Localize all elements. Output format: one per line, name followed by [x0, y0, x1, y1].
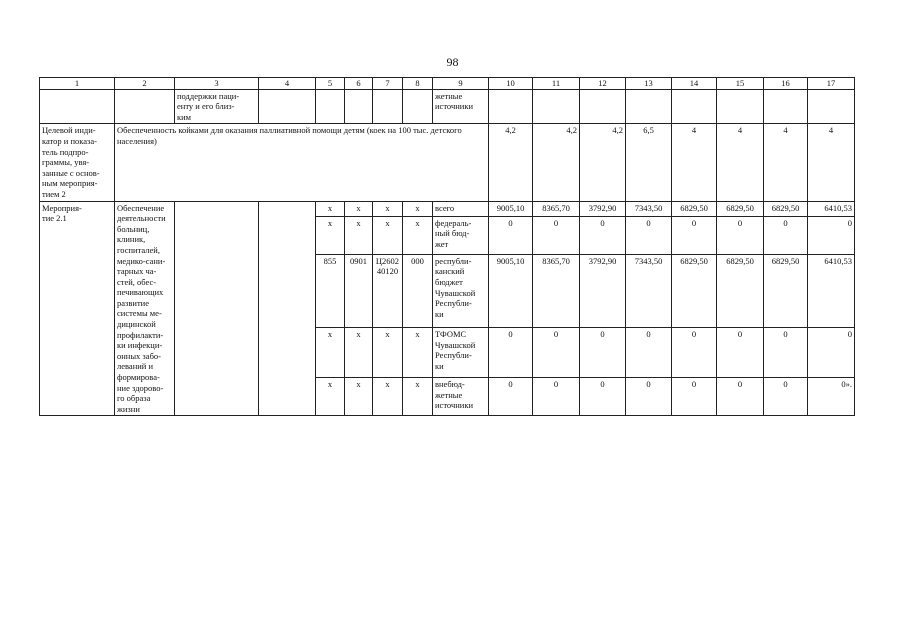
- funding-amount: 8365,70: [533, 201, 580, 216]
- funding-amount: 0: [489, 216, 533, 254]
- column-number: 8: [403, 78, 433, 90]
- classification-code: x: [316, 378, 345, 416]
- column-number: 17: [808, 78, 855, 90]
- classification-code: x: [345, 328, 373, 378]
- empty-cell: [259, 89, 316, 124]
- funding-amount: 6410,53: [808, 201, 855, 216]
- funding-amount: 0: [533, 328, 580, 378]
- funding-row: [40, 201, 855, 216]
- funding-amount: 0: [717, 378, 764, 416]
- funding-amount: 0: [672, 378, 717, 416]
- funding-amount: 6829,50: [717, 201, 764, 216]
- funding-amount: 0: [764, 328, 808, 378]
- classification-code: x: [373, 378, 403, 416]
- funding-amount: 0: [489, 328, 533, 378]
- classification-code: x: [373, 328, 403, 378]
- funding-amount: 0: [672, 216, 717, 254]
- funding-amount: 0: [533, 378, 580, 416]
- funding-amount: 0: [580, 328, 626, 378]
- indicator-value: 4,2: [489, 124, 533, 201]
- empty-cell: [373, 89, 403, 124]
- funding-amount: 3792,90: [580, 201, 626, 216]
- column-number: 11: [533, 78, 580, 90]
- column-number: 12: [580, 78, 626, 90]
- indicator-value: 4: [764, 124, 808, 201]
- empty-cell: [175, 201, 259, 416]
- continuation-source-text: жетные источники: [433, 89, 489, 124]
- classification-code: x: [403, 201, 433, 216]
- column-number: 6: [345, 78, 373, 90]
- column-number: 13: [626, 78, 672, 90]
- indicator-value: 6,5: [626, 124, 672, 201]
- continuation-measure-text: поддержки паци- енту и его близ- ким: [175, 89, 259, 124]
- column-number: 7: [373, 78, 403, 90]
- empty-cell: [672, 89, 717, 124]
- classification-code: x: [316, 201, 345, 216]
- column-number: 3: [175, 78, 259, 90]
- classification-code: Ц2602 40120: [373, 254, 403, 327]
- funding-amount: 0: [533, 216, 580, 254]
- page-number: 98: [446, 55, 459, 69]
- budget-table: [39, 77, 855, 416]
- classification-code: 0901: [345, 254, 373, 327]
- indicator-title: Целевой инди- катор и показа- тель подпро- граммы, увя- занные с основ- ным мероприя- тием 2: [40, 124, 115, 201]
- funding-amount: 8365,70: [533, 254, 580, 327]
- column-numbers-row: [40, 78, 855, 90]
- funding-amount: 6410,53: [808, 254, 855, 327]
- classification-code: x: [316, 328, 345, 378]
- empty-cell: [40, 89, 115, 124]
- funding-amount: 9005,10: [489, 254, 533, 327]
- funding-amount: 6829,50: [717, 254, 764, 327]
- funding-source: ТФОМС Чувашской Республи- ки: [433, 328, 489, 378]
- funding-amount: 0: [808, 328, 855, 378]
- budget-table-body: [40, 78, 855, 416]
- funding-amount: 3792,90: [580, 254, 626, 327]
- funding-source: республи- канский бюджет Чувашской Республи- ки: [433, 254, 489, 327]
- funding-source: всего: [433, 201, 489, 216]
- funding-amount: 0: [764, 216, 808, 254]
- column-number: 15: [717, 78, 764, 90]
- column-number: 4: [259, 78, 316, 90]
- funding-amount: 0».: [808, 378, 855, 416]
- funding-amount: 0: [580, 216, 626, 254]
- empty-cell: [115, 89, 175, 124]
- indicator-value: 4: [717, 124, 764, 201]
- funding-amount: 0: [672, 328, 717, 378]
- funding-amount: 0: [626, 216, 672, 254]
- empty-cell: [764, 89, 808, 124]
- funding-source: федераль- ный бюд- жет: [433, 216, 489, 254]
- funding-amount: 6829,50: [672, 201, 717, 216]
- funding-amount: 7343,50: [626, 254, 672, 327]
- activity-name: Мероприя- тие 2.1: [40, 201, 115, 416]
- indicator-value: 4,2: [580, 124, 626, 201]
- classification-code: x: [373, 201, 403, 216]
- column-number: 9: [433, 78, 489, 90]
- classification-code: x: [345, 216, 373, 254]
- classification-code: x: [403, 216, 433, 254]
- column-number: 5: [316, 78, 345, 90]
- empty-cell: [316, 89, 345, 124]
- empty-cell: [533, 89, 580, 124]
- indicator-value: 4: [808, 124, 855, 201]
- empty-cell: [717, 89, 764, 124]
- funding-amount: 0: [808, 216, 855, 254]
- activity-description: Обеспечение деятельности больниц, клиник, госпиталей, медико-сани- тарных ча- стей, обес- печивающих развитие системы ме- дицинской профилакти- ки инфекци- онных забо- леваний и формирова- ние здорово- го образа жизни: [115, 201, 175, 416]
- indicator-row: [40, 124, 855, 201]
- funding-amount: 6829,50: [764, 254, 808, 327]
- column-number: 1: [40, 78, 115, 90]
- empty-cell: [403, 89, 433, 124]
- indicator-value: 4,2: [533, 124, 580, 201]
- funding-amount: 6829,50: [672, 254, 717, 327]
- funding-amount: 0: [580, 378, 626, 416]
- continuation-row: [40, 89, 855, 124]
- funding-amount: 9005,10: [489, 201, 533, 216]
- funding-amount: 0: [626, 328, 672, 378]
- classification-code: x: [345, 201, 373, 216]
- classification-code: x: [345, 378, 373, 416]
- classification-code: x: [403, 328, 433, 378]
- indicator-value: 4: [672, 124, 717, 201]
- empty-cell: [345, 89, 373, 124]
- column-number: 16: [764, 78, 808, 90]
- funding-amount: 0: [764, 378, 808, 416]
- funding-amount: 0: [717, 216, 764, 254]
- classification-code: x: [373, 216, 403, 254]
- indicator-description: Обеспеченность койками для оказания паллиативной помощи детям (коек на 100 тыс. детского населения): [115, 124, 489, 201]
- funding-amount: 0: [717, 328, 764, 378]
- column-number: 14: [672, 78, 717, 90]
- empty-cell: [580, 89, 626, 124]
- funding-amount: 0: [489, 378, 533, 416]
- classification-code: 855: [316, 254, 345, 327]
- funding-source: внебюд- жетные источники: [433, 378, 489, 416]
- funding-amount: 6829,50: [764, 201, 808, 216]
- classification-code: x: [403, 378, 433, 416]
- column-number: 2: [115, 78, 175, 90]
- funding-amount: 0: [626, 378, 672, 416]
- empty-cell: [808, 89, 855, 124]
- empty-cell: [626, 89, 672, 124]
- classification-code: 000: [403, 254, 433, 327]
- column-number: 10: [489, 78, 533, 90]
- empty-cell: [259, 201, 316, 416]
- empty-cell: [489, 89, 533, 124]
- funding-amount: 7343,50: [626, 201, 672, 216]
- classification-code: x: [316, 216, 345, 254]
